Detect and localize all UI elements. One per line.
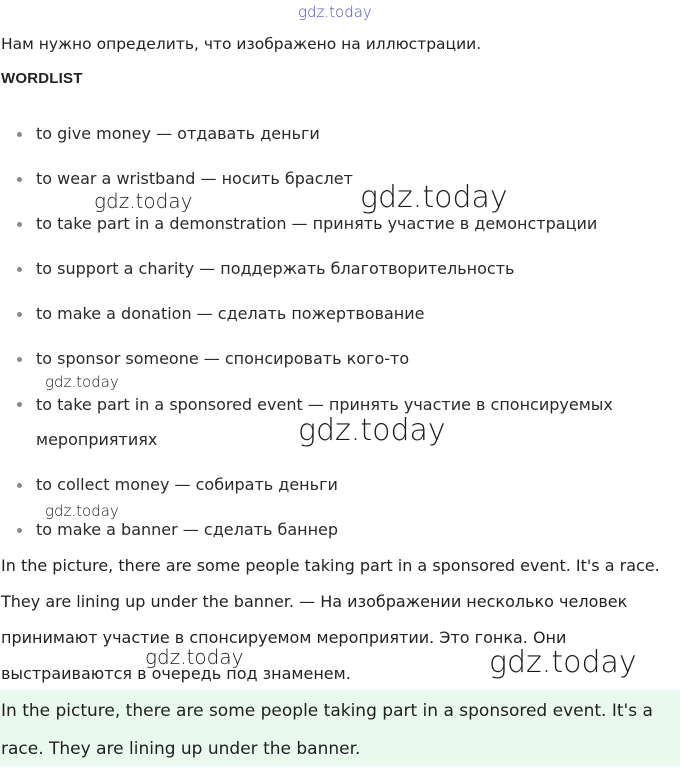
watermark: gdz.today [298, 3, 372, 21]
bullet-icon [17, 483, 22, 488]
bullet-icon [17, 402, 22, 407]
bullet-icon [17, 267, 22, 272]
bullet-icon [17, 528, 22, 533]
list-item-text: to make a donation — сделать пожертвование [36, 304, 425, 323]
watermark: gdz.today [360, 180, 508, 215]
watermark: gdz.today [298, 413, 446, 448]
bullet-icon [17, 177, 22, 182]
bullet-icon [17, 312, 22, 317]
list-item [36, 169, 353, 188]
list-item-text: to wear a wristband — носить браслет [36, 169, 353, 188]
translation-paragraph: In the picture, there are some people taking part in a sponsored event. It's a race. They are lining up under the banner. — На изображении несколько человек принимают участие в спонсируемом мероприятии. Это гонка. Они выстраиваются в очередь под знаменем. [1, 556, 660, 683]
list-item-text: to collect money — собирать деньги [36, 475, 338, 494]
watermark: gdz.today [45, 502, 119, 520]
watermark: gdz.today [94, 189, 193, 213]
list-item [36, 475, 338, 494]
list-item-text: to take part in a sponsored event — принять участие в спонсируемых мероприятиях [36, 395, 613, 449]
list-item [36, 214, 597, 233]
wordlist-heading: WORDLIST [1, 70, 83, 87]
list-item [36, 304, 424, 323]
watermark: gdz.today [489, 645, 637, 680]
watermark: gdz.today [45, 373, 119, 391]
list-item-text: to take part in a demonstration — принять участие в демонстрации [36, 214, 598, 233]
answer-highlight-text: In the picture, there are some people taking part in a sponsored event. It's a race. They are lining up under the banner. [1, 701, 653, 759]
list-item [36, 349, 409, 368]
watermark: gdz.today [145, 645, 244, 669]
list-item [36, 124, 320, 143]
list-item-text: to make a banner — сделать баннер [36, 520, 339, 539]
list-item [36, 259, 514, 278]
bullet-icon [17, 132, 22, 137]
list-item [36, 520, 338, 539]
bullet-icon [17, 222, 22, 227]
intro-text: Нам нужно определить, что изображено на иллюстрации. [1, 35, 482, 53]
list-item-text: to support a charity — поддержать благотворительность [36, 259, 515, 278]
list-item-text: to give money — отдавать деньги [36, 124, 320, 143]
list-item-text: to sponsor someone — спонсировать кого-то [36, 349, 410, 368]
bullet-icon [17, 357, 22, 362]
